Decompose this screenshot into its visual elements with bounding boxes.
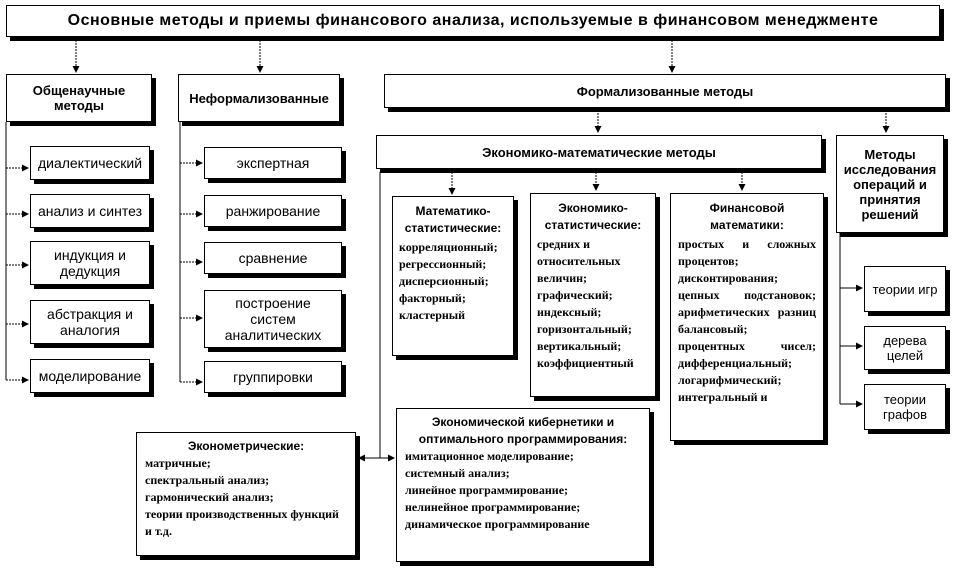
general-methods-header: Общенаучные методы (6, 74, 152, 122)
econ-math-methods-header: Экономико-математические методы (376, 135, 822, 169)
econometric-item: гармонический анализ; (145, 490, 274, 504)
informal-item: экспертная (204, 147, 342, 179)
theory-item: теории графов (864, 384, 946, 430)
informal-item: ранжирование (204, 195, 342, 227)
informal-item: группировки (204, 361, 342, 393)
theory-item: теории игр (864, 266, 946, 312)
econometric-item: и т.д. (145, 524, 172, 538)
fin-math-body: простых и сложных процентов; дисконтирования; цепных подстановок; арифметических разниц балансовый; процентных чисел; дифференциальный; логарифмический; интегральный и (678, 237, 816, 404)
econ-stat-box (530, 193, 656, 397)
econometric-item: матричные; (145, 456, 211, 470)
cybernetics-box (396, 408, 650, 562)
econ-stat-header: Экономико-статистические: (544, 201, 642, 232)
cybernetics-header: Экономической кибернетики и оптимального программирования: (418, 415, 628, 446)
general-item: диалектический (30, 146, 150, 180)
formal-methods-header: Формализованные методы (384, 74, 946, 108)
operations-research-header: Методы исследования операций и принятия решений (836, 135, 944, 233)
econometric-item: спектральный анализ; (145, 473, 270, 487)
informal-item: построение систем аналитических (204, 290, 342, 348)
math-stat-box (392, 196, 514, 356)
econometric-header: Эконометрические: (187, 439, 305, 453)
informal-item: сравнение (204, 242, 342, 274)
cybernetics-item: динамическое программирование (405, 517, 590, 531)
general-item: индукция и дедукция (30, 241, 150, 285)
informal-methods-header: Неформализованные (178, 74, 340, 122)
econometric-box (136, 432, 356, 556)
general-item: анализ и синтез (30, 194, 150, 228)
diagram-title-text: Основные методы и приемы финансового анализа, используемые в финансовом менеджменте (67, 12, 879, 29)
cybernetics-item: линейное программирование; (405, 483, 569, 497)
math-stat-body: корреляционный; регрессионный; дисперсионный; факторный; кластерный (399, 240, 498, 322)
fin-math-header: Финансовой математики: (709, 201, 785, 232)
general-item: абстракция и аналогия (30, 300, 150, 344)
cybernetics-item: системный анализ; (405, 466, 510, 480)
econ-stat-body: средних и относительных величин; графический; индексный; горизонтальный; вертикальный; коэффициентный (537, 237, 634, 370)
econometric-item: теории производственных функций (145, 507, 339, 521)
diagram-title (6, 5, 940, 37)
math-stat-header: Математико-статистические: (404, 204, 502, 235)
fin-math-box (670, 193, 824, 441)
cybernetics-item: имитационное моделирование; (405, 449, 574, 463)
cybernetics-item: нелинейное программирование; (405, 500, 581, 514)
general-item: моделирование (30, 359, 150, 393)
theory-item: дерева целей (864, 326, 946, 370)
